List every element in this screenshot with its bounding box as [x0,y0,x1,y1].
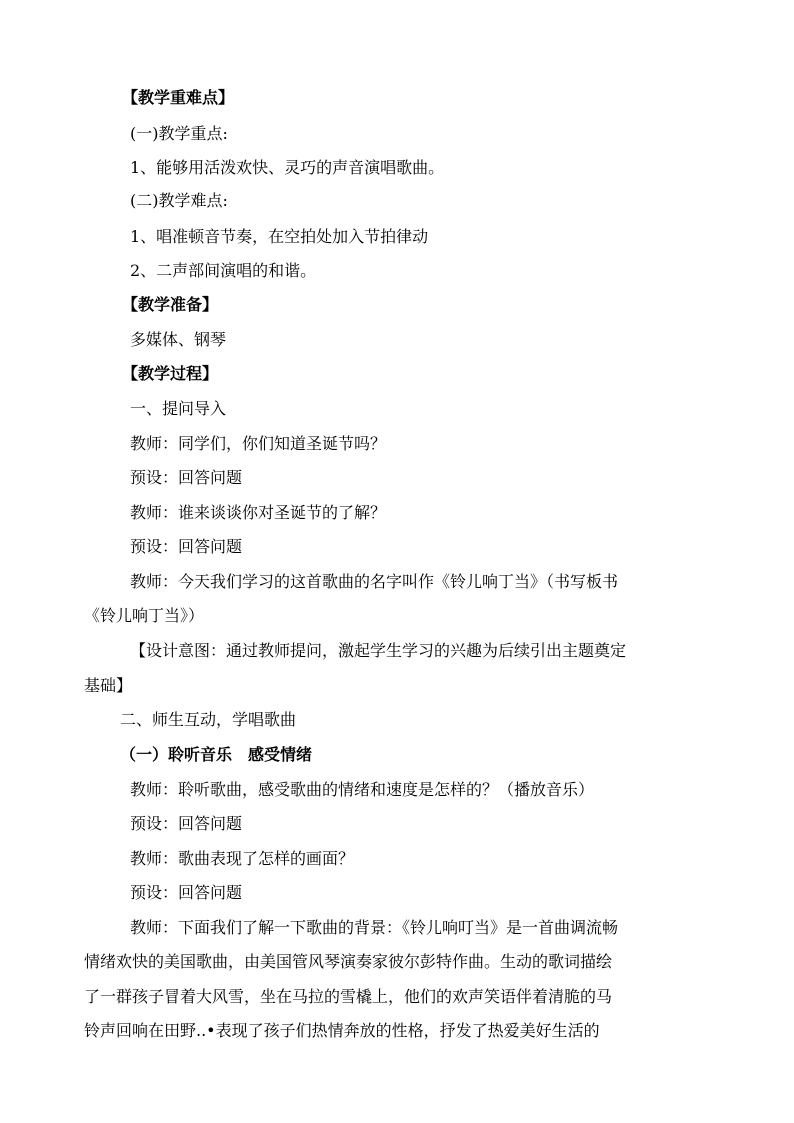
design-intent-line-1: 【设计意图：通过教师提问，激起学生学习的兴趣为后续引出主题奠定 [130,641,627,660]
teacher-line-2: 教师：谁来谈谈你对圣诞节的了解？ [130,503,387,522]
subsection-heading-1: （一）聆听音乐 感受情绪 [120,745,313,764]
difficulty-2: 2、二声部间演唱的和谐。 [130,261,317,280]
heading-difficulty: 【教学重难点】 [122,88,235,107]
section-heading-1: 一、提问导入 [130,399,227,418]
teacher-line-6a: 教师：下面我们了解一下歌曲的背景：《铃儿响叮当》是一首曲调流畅 [130,918,619,937]
key-point-1: 1、能够用活泼欢快、灵巧的声音演唱歌曲。 [130,158,445,177]
prep-items: 多媒体、钢琴 [130,330,227,349]
answer-line-1: 预设：回答问题 [130,468,243,487]
teacher-line-5: 教师：歌曲表现了怎样的画面？ [130,849,355,868]
difficulties-label: (二)教学难点: [130,191,228,210]
teacher-line-6c: 了一群孩子冒着大风雪，坐在马拉的雪橇上，他们的欢声笑语伴着清脆的马 [84,987,613,1006]
section-heading-2: 二、师生互动，学唱歌曲 [120,710,297,729]
heading-prep: 【教学准备】 [122,295,219,314]
difficulty-1: 1、唱准顿音节奏，在空拍处加入节拍律动 [130,227,429,246]
teacher-line-3a: 教师：今天我们学习的这首歌曲的名字叫作《铃儿响丁当》（书写板书 [130,572,619,591]
heading-process: 【教学过程】 [122,364,219,383]
teacher-line-6d: 铃声回响在田野..•表现了孩子们热情奔放的性格，抒发了热爱美好生活的 [84,1021,600,1040]
teacher-line-4: 教师：聆听歌曲，感受歌曲的情绪和速度是怎样的？（播放音乐） [130,780,595,799]
teacher-line-6b: 情绪欢快的美国歌曲，由美国管风琴演奏家彼尔彭特作曲。生动的歌词描绘 [84,952,613,971]
answer-line-4: 预设：回答问题 [130,814,243,833]
teacher-line-1: 教师：同学们，你们知道圣诞节吗？ [130,434,387,453]
design-intent-line-2: 基础】 [84,676,133,695]
answer-line-2: 预设：回答问题 [130,537,243,556]
answer-line-5: 预设：回答问题 [130,883,243,902]
key-points-label: (一)教学重点: [130,124,228,143]
teacher-line-3b: 《铃儿响丁当》） [84,606,205,625]
